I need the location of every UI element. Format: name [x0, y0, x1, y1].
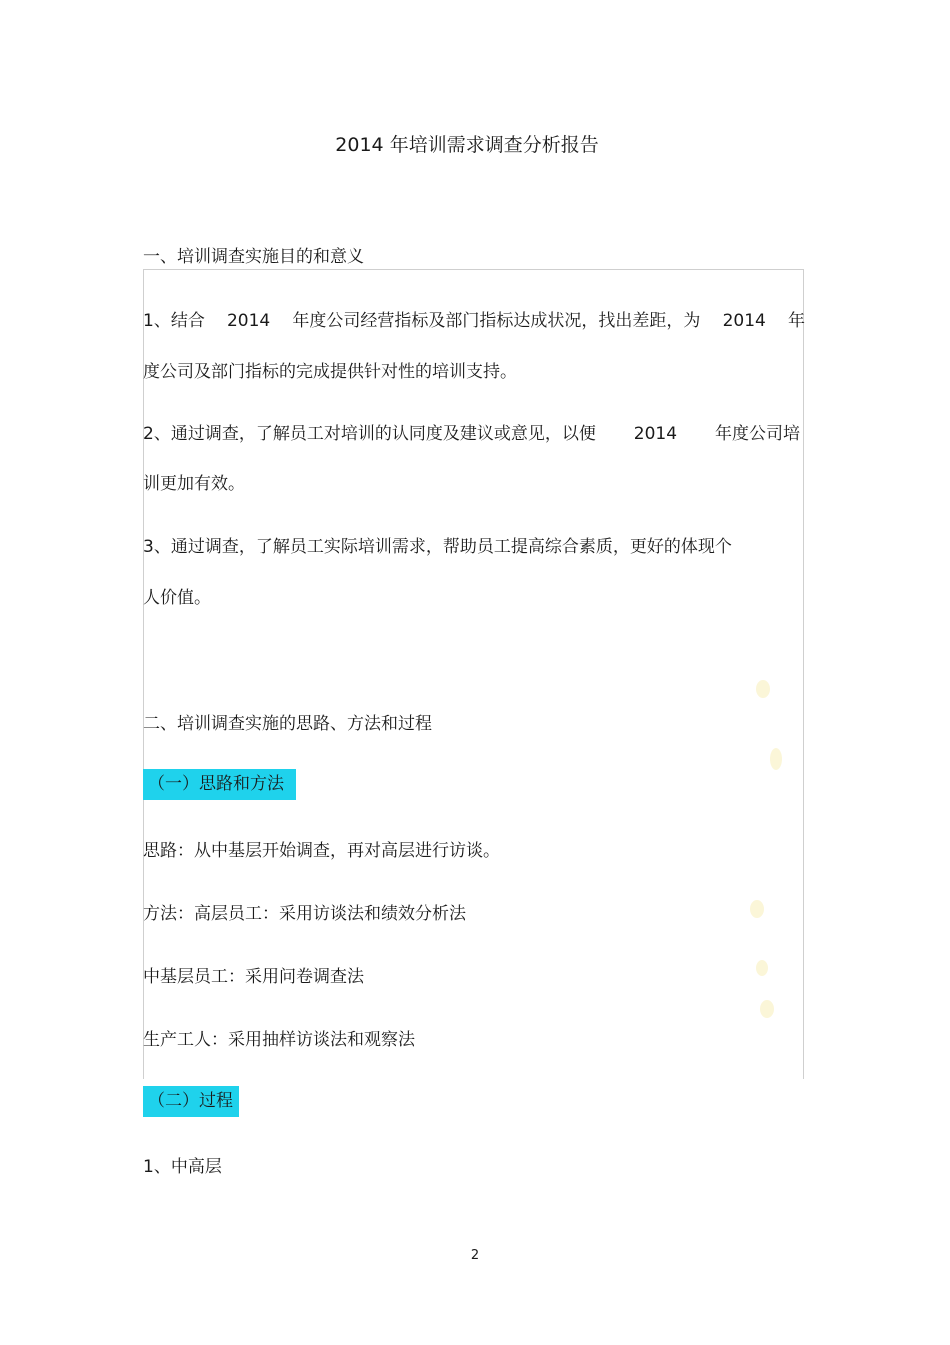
scan-speck [756, 680, 770, 698]
section1-item3-line2: 人价值。 [143, 588, 211, 608]
method-middle-text: 中基层员工：采用问卷调查法 [143, 967, 364, 987]
text-fragment: 2014 [722, 311, 766, 331]
scan-speck [760, 1000, 774, 1018]
text-fragment: 年 [787, 311, 805, 331]
subsection1-heading: （一）思路和方法 [143, 769, 296, 800]
text-fragment: 1、结合 [143, 311, 205, 331]
text-fragment: 2、通过调查，了解员工对培训的认同度及建议或意见，以便 [143, 424, 596, 444]
frame-left-line [143, 269, 144, 1079]
section1-item1-line1 [143, 309, 805, 333]
text-fragment: 年度公司经营指标及部门指标达成状况，找出差距，为 [292, 311, 701, 331]
frame-top-line [143, 269, 804, 270]
section1-heading: 一、培训调查实施目的和意义 [143, 247, 364, 267]
scan-speck [756, 960, 768, 976]
subsection2-heading: （二）过程 [143, 1086, 239, 1117]
process-step1-text: 1、中高层 [143, 1157, 222, 1177]
text-fragment: 年度公司培 [715, 424, 800, 444]
section1-item2-line1 [143, 422, 800, 446]
method-workers-text: 生产工人：采用抽样访谈法和观察法 [143, 1030, 415, 1050]
scan-speck [770, 748, 782, 770]
scan-speck [750, 900, 764, 918]
section1-item3-line1: 3、通过调查，了解员工实际培训需求，帮助员工提高综合素质，更好的体现个 [143, 537, 732, 557]
frame-right-line [803, 269, 804, 1079]
text-fragment: 2014 [633, 424, 678, 444]
approach-text: 思路：从中基层开始调查，再对高层进行访谈。 [143, 841, 500, 861]
method-senior-text: 方法：高层员工：采用访谈法和绩效分析法 [143, 904, 466, 924]
section1-item2-line2: 训更加有效。 [143, 474, 245, 494]
section1-item1-line2: 度公司及部门指标的完成提供针对性的培训支持。 [143, 362, 517, 382]
section2-heading: 二、培训调查实施的思路、方法和过程 [143, 714, 432, 734]
text-fragment: 2014 [226, 311, 271, 331]
document-title: 2014 年培训需求调查分析报告 [335, 134, 599, 156]
page-number: 2 [470, 1248, 480, 1263]
